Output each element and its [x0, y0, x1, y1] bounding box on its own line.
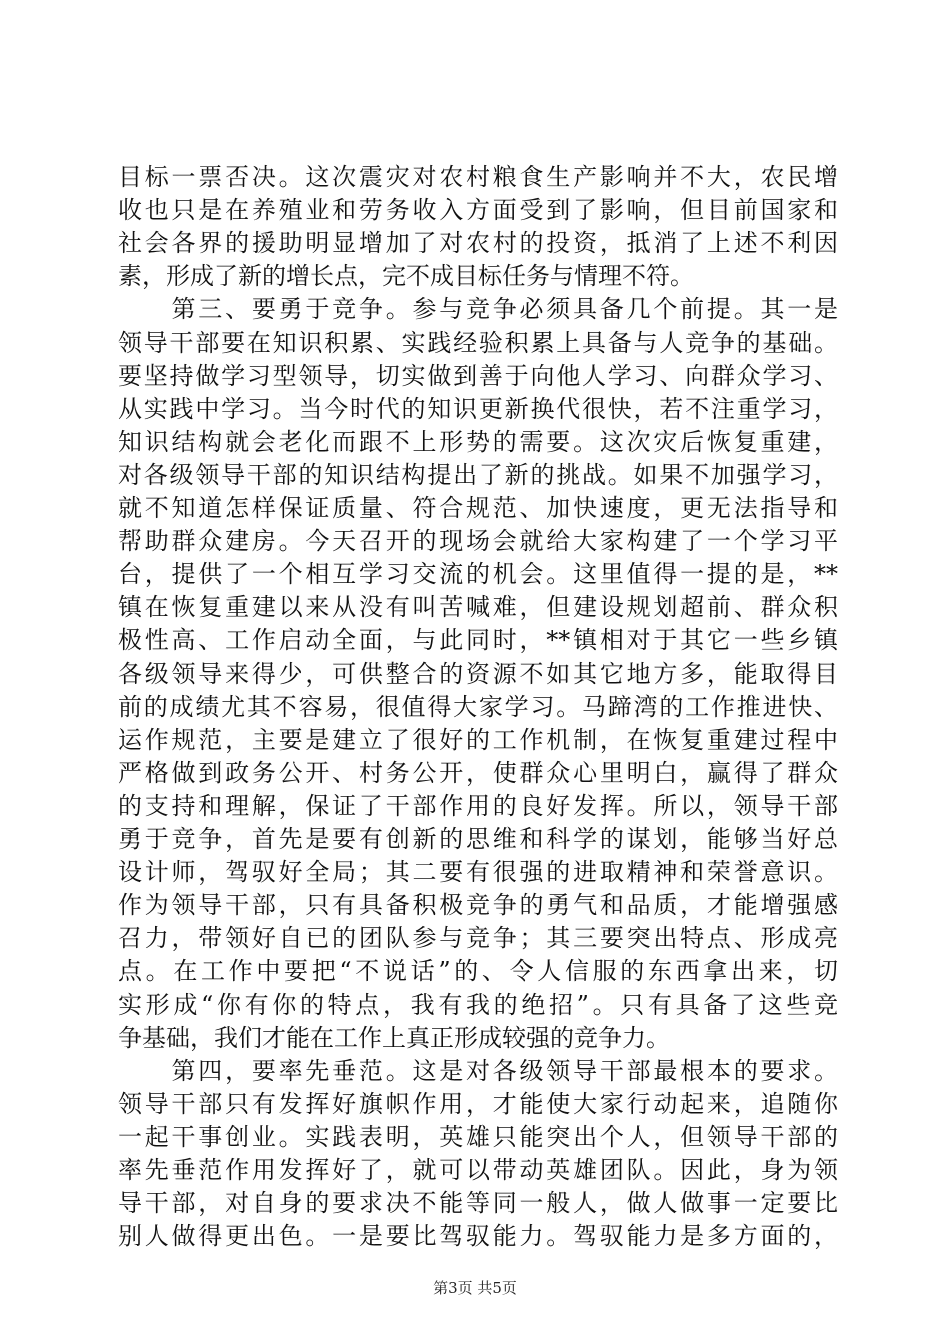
text-line: 镇在恢复重建以来从没有叫苦喊难，但建设规划超前、群众积: [118, 593, 838, 622]
text-line: 率先垂范作用发挥好了，就可以带动英雄团队。因此，身为领: [118, 1156, 838, 1184]
text-line: 要坚持做学习型领导，切实做到善于向他人学习、向群众学习、: [118, 361, 838, 390]
text-line: 对各级领导干部的知识结构提出了新的挑战。如果不加强学习，: [118, 460, 838, 489]
text-line: 争基础，我们才能在工作上真正形成较强的竞争力。: [118, 1023, 670, 1052]
text-line: 严格做到政务公开、村务公开，使群众心里明白，赢得了群众: [118, 758, 838, 787]
text-line: 设计师，驾驭好全局；其二要有很强的进取精神和荣誉意识。: [118, 858, 838, 887]
text-line: 第三、要勇于竞争。参与竞争必须具备几个前提。其一是: [118, 295, 838, 324]
text-line: 别人做得更出色。一是要比驾驭能力。驾驭能力是多方面的，: [118, 1222, 838, 1251]
text-line: 从实践中学习。当今时代的知识更新换代很快，若不注重学习，: [118, 394, 838, 423]
text-line: 帮助群众建房。今天召开的现场会就给大家构建了一个学习平: [118, 527, 838, 556]
text-line: 各级领导来得少，可供整合的资源不如其它地方多，能取得目: [118, 659, 838, 688]
text-line: 领导干部只有发挥好旗帜作用，才能使大家行动起来，追随你: [118, 1089, 838, 1118]
text-line: 点。在工作中要把“不说话”的、令人信服的东西拿出来，切: [118, 957, 838, 986]
text-line: 前的成绩尤其不容易，很值得大家学习。马蹄湾的工作推进快、: [118, 692, 838, 721]
text-line: 实形成“你有你的特点，我有我的绝招”。只有具备了这些竞: [118, 990, 838, 1019]
text-line: 领导干部要在知识积累、实践经验积累上具备与人竞争的基础。: [118, 328, 838, 357]
text-line: 收也只是在养殖业和劳务收入方面受到了影响，但目前国家和: [118, 196, 838, 225]
text-line: 目标一票否决。这次震灾对农村粮食生产影响并不大，农民增: [118, 163, 838, 191]
text-line: 作为领导干部，只有具备积极竞争的勇气和品质，才能增强感: [118, 891, 838, 920]
page-footer: 第3页 共5页: [433, 1279, 517, 1297]
text-line: 知识结构就会老化而跟不上形势的需要。这次灾后恢复重建，: [118, 427, 838, 456]
text-line: 一起干事创业。实践表明，英雄只能突出个人，但领导干部的: [118, 1122, 838, 1151]
text-line: 社会各界的援助明显增加了对农村的投资，抵消了上述不利因: [118, 229, 838, 258]
text-line: 召力，带领好自已的团队参与竞争；其三要突出特点、形成亮: [118, 924, 838, 953]
text-line: 运作规范，主要是建立了很好的工作机制，在恢复重建过程中: [118, 725, 838, 754]
text-line: 的支持和理解，保证了干部作用的良好发挥。所以，领导干部: [118, 791, 838, 820]
text-line: 第四，要率先垂范。这是对各级领导干部最根本的要求。: [118, 1056, 838, 1085]
text-line: 勇于竞争，首先是要有创新的思维和科学的谋划，能够当好总: [118, 825, 838, 853]
text-line: 就不知道怎样保证质量、符合规范、加快速度，更无法指导和: [118, 494, 838, 522]
text-line: 极性高、工作启动全面，与此同时，**镇相对于其它一些乡镇: [118, 626, 838, 655]
text-line: 导干部，对自身的要求决不能等同一般人，做人做事一定要比: [118, 1189, 838, 1218]
text-line: 台，提供了一个相互学习交流的机会。这里值得一提的是，**: [118, 560, 838, 589]
text-line: 素，形成了新的增长点，完不成目标任务与情理不符。: [118, 262, 694, 291]
